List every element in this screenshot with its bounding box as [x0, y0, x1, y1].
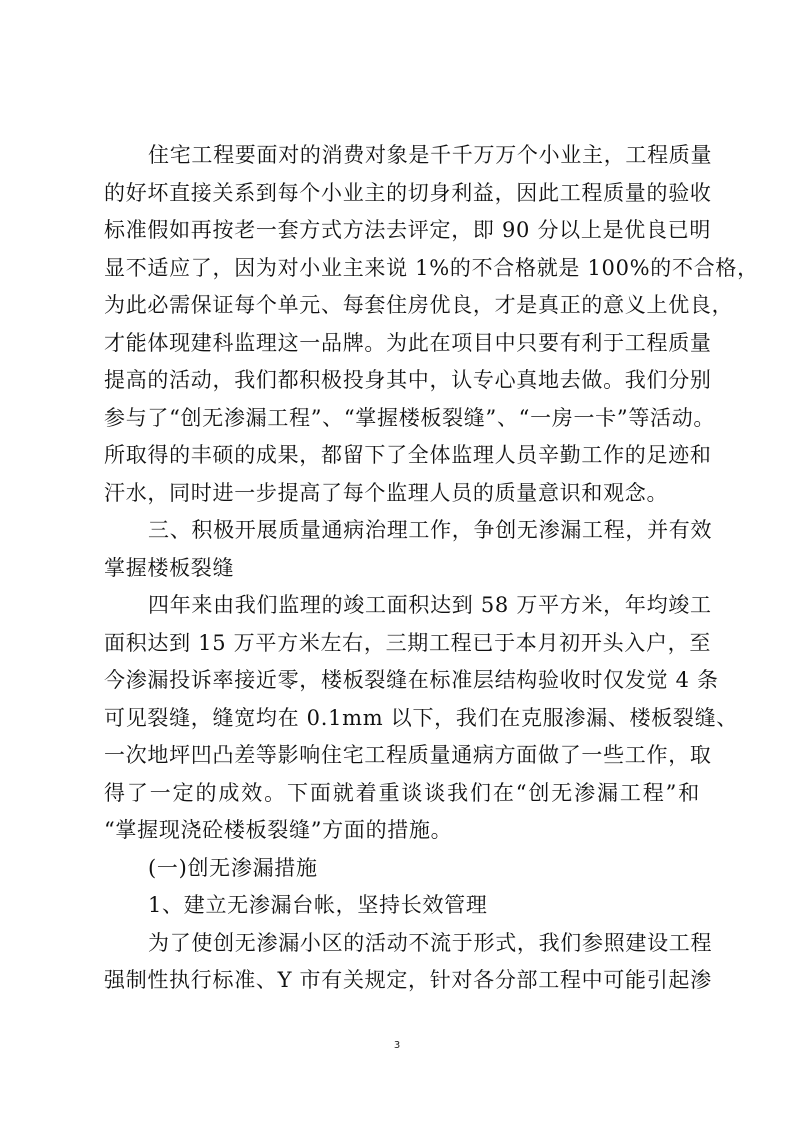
paragraph-line: 所取得的丰硕的成果，都留下了全体监理人员辛勤工作的足迹和 — [104, 443, 712, 467]
paragraph-line: 汗水，同时进一步提高了每个监理人员的质量意识和观念。 — [104, 480, 669, 505]
paragraph-line: 为了使创无渗漏小区的活动不流于形式，我们参照建设工程 — [148, 930, 713, 955]
paragraph-line: 住宅工程要面对的消费对象是千千万万个小业主，工程质量 — [148, 143, 713, 167]
item-heading: 1、建立无渗漏台帐，坚持长效管理 — [148, 893, 488, 917]
paragraph-line: 强制性执行标准、Y 市有关规定，针对各分部工程中可能引起渗 — [104, 968, 712, 992]
body-text — [104, 137, 759, 1000]
paragraph-line: 今渗漏投诉率接近零，楼板裂缝在标准层结构验收时仅发觉 4 条 — [104, 668, 719, 692]
paragraph-line: 参与了“创无渗漏工程”、“掌握楼板裂缝”、“一房一卡”等活动。 — [104, 405, 716, 430]
paragraph-line: “掌握现浇砼楼板裂缝”方面的措施。 — [104, 818, 453, 842]
paragraph-line: 为此必需保证每个单元、每套住房优良，才是真正的意义上优良， — [104, 293, 734, 317]
paragraph-line: 标准假如再按老一套方式方法去评定，即 90 分以上是优良已明 — [104, 218, 712, 242]
paragraph-line: 一次地坪凹凸差等影响住宅工程质量通病方面做了一些工作，取 — [104, 743, 712, 767]
paragraph-line: 提高的活动，我们都积极投身其中，认专心真地去做。我们分别 — [104, 368, 712, 392]
page-number: 3 — [393, 1040, 401, 1051]
section-heading-line: 三、积极开展质量通病治理工作，争创无渗漏工程，并有效 — [148, 518, 713, 542]
paragraph-line: 才能体现建科监理这一品牌。为此在项目中只要有利于工程质量 — [104, 330, 712, 355]
paragraph-line: 的好坏直接关系到每个小业主的切身利益，因此工程质量的验收 — [104, 180, 712, 205]
subsection-heading: (一)创无渗漏措施 — [148, 855, 318, 880]
paragraph-line: 得了一定的成效。下面就着重谈谈我们在“创无渗漏工程”和 — [104, 780, 700, 805]
paragraph-line: 四年来由我们监理的竣工面积达到 58 万平方米，年均竣工 — [148, 593, 712, 617]
section-heading-line: 掌握楼板裂缝 — [104, 555, 235, 580]
paragraph-line: 显不适应了，因为对小业主来说 1%的不合格就是 100%的不合格， — [104, 255, 759, 280]
paragraph-line: 可见裂缝，缝宽均在 0.1mm 以下，我们在克服渗漏、楼板裂缝、 — [104, 705, 738, 730]
paragraph-line: 面积达到 15 万平方米左右，三期工程已于本月初开头入户，至 — [104, 630, 712, 655]
